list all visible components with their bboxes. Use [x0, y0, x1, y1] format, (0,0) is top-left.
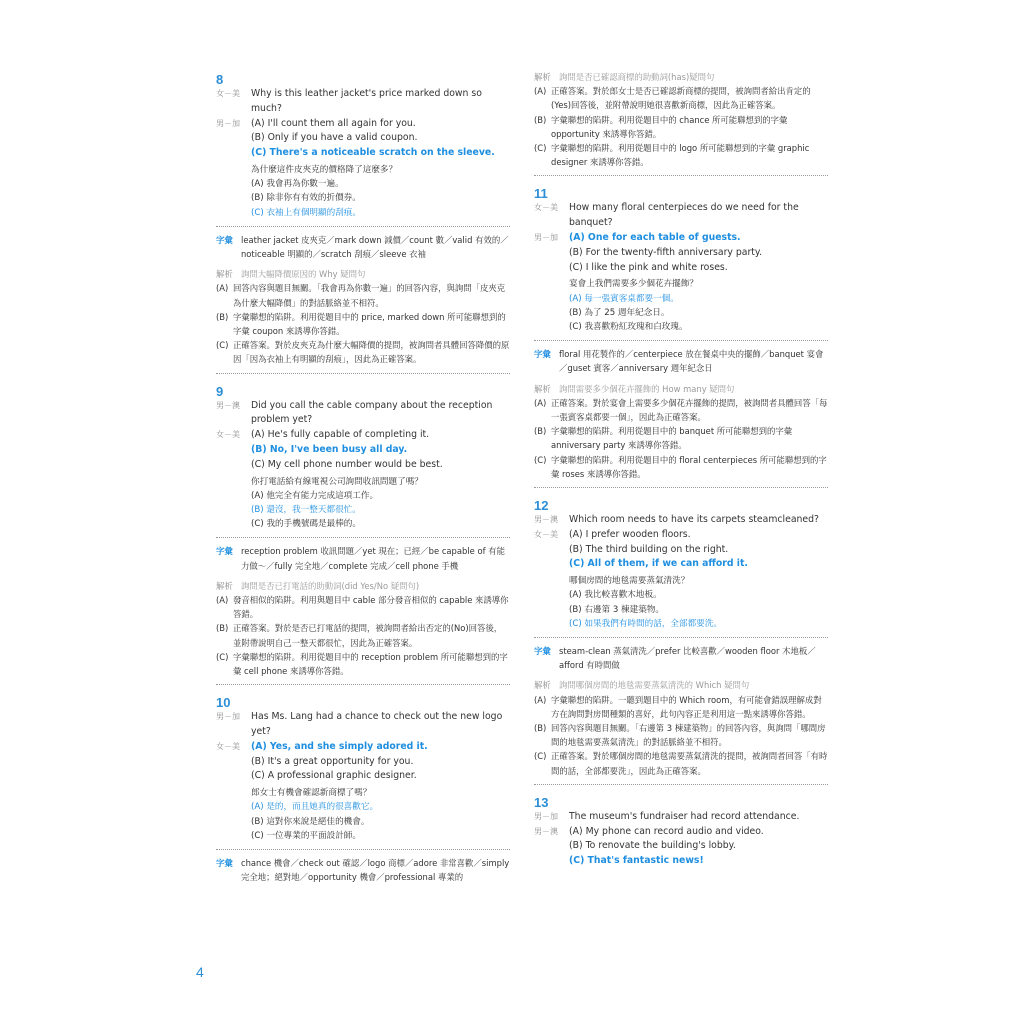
- vocab-text: leather jacket 皮夾克／mark down 減價／count 數／valid 有效的／noticeable 明顯的／scratch 刮痕／sleeve 衣袖: [241, 234, 509, 259]
- divider: [534, 784, 828, 785]
- explanation-label: (B): [534, 114, 547, 125]
- translation-a: (A) 他完全有能力完成這項工作。: [251, 490, 379, 501]
- question-number: 13: [534, 794, 549, 810]
- analysis-label: 解析: [534, 72, 551, 82]
- analysis-hint: 詢問需要多少個花卉擺飾的 How many 疑問句: [559, 383, 735, 394]
- question-11: [534, 186, 828, 488]
- analysis: [216, 267, 510, 281]
- explanation-label: (C): [534, 454, 547, 465]
- explanation-label: (B): [534, 426, 547, 437]
- vocab-label: 字彙: [216, 234, 233, 245]
- page-number: 4: [196, 964, 204, 980]
- explanation-b: [534, 721, 828, 749]
- question-number: 11: [534, 186, 548, 202]
- translation-b: (B) 右邊第 3 棟建築物。: [569, 604, 665, 615]
- option-b: (B) The third building on the right.: [569, 543, 729, 555]
- explanation-text: 字彙聯想的陷阱。利用從題目中的 reception problem 所可能聯想到的字彙 cell phone 來誘導你答錯。: [233, 651, 508, 677]
- option-c: (C) I like the pink and white roses.: [569, 261, 728, 273]
- explanation-text: 字彙聯想的陷阱。利用從題目中的 chance 所可能聯想到的字彙 opportunity 來誘導你答錯。: [551, 114, 788, 139]
- question-number: 8: [216, 72, 224, 87]
- question-9: [216, 384, 510, 686]
- translation-a: (A) 我會再為你數一遍。: [251, 179, 344, 190]
- question-line: [534, 810, 828, 825]
- translation-a-correct: (A) 是的，而且她真的很喜歡它。: [251, 802, 379, 813]
- explanation-text: 字彙聯想的陷阱。利用從題目中的 logo 所可能聯想到的字彙 graphic designer 來誘導你答錯。: [551, 143, 810, 168]
- explanation-text: 回答內容與題目無關。「我會再為你數一遍」的回答內容，與詢問「皮夾克為什麼大幅降價」的對話脈絡並不相符。: [233, 283, 506, 308]
- question-12: [534, 498, 828, 785]
- vocab-text: steam-clean 蒸氣清洗／prefer 比較喜歡／wooden floor 木地板／afford 有時間做: [559, 646, 816, 671]
- speaker-label: 女－美: [216, 430, 240, 440]
- speaker-label: 男－加: [216, 118, 240, 128]
- speaker-label: 女－美: [216, 741, 240, 751]
- vocabulary: [534, 347, 828, 375]
- vocabulary: [216, 544, 510, 572]
- explanation-label: (B): [216, 311, 229, 322]
- analysis-hint: 詢問哪個房間的地毯需要蒸氣清洗的 Which 疑問句: [559, 680, 750, 691]
- vocabulary: [216, 233, 510, 261]
- translation-question: 郎女士有機會確認新商標了嗎？: [251, 788, 372, 799]
- explanation-text: 正確答案。對於是否已打電話的提問，被詢問者給出否定的(No)回答後，並附帶說明自己一整天都很忙，因此為正確答案。: [233, 623, 503, 648]
- explanation-label: (B): [216, 623, 229, 634]
- analysis-label: 解析: [216, 269, 233, 280]
- option-c-correct: (C) There's a noticeable scratch on the sleeve.: [251, 147, 495, 159]
- translation-c: (C) 我的手機號碼是最棒的。: [251, 519, 361, 530]
- explanation-b: [534, 113, 828, 141]
- divider: [216, 684, 510, 685]
- option-a: (A) I prefer wooden floors.: [569, 528, 691, 540]
- analysis: [534, 70, 828, 84]
- option-a: (A) My phone can record audio and video.: [569, 825, 764, 837]
- divider: [534, 340, 828, 341]
- translation-question: 為什麼這件皮夾克的價格降了這麼多？: [251, 164, 398, 175]
- analysis-label: 解析: [534, 383, 551, 394]
- explanation-label: (A): [216, 595, 229, 606]
- explanation-c: [534, 453, 828, 481]
- vocab-label: 字彙: [534, 349, 551, 360]
- translation-c-correct: (C) 如果我們有時間的話，全部都要洗。: [569, 618, 722, 629]
- analysis: [216, 579, 510, 593]
- question-text: Has Ms. Lang had a chance to check out the new logo yet?: [251, 711, 503, 738]
- question-text: Did you call the cable company about the reception problem yet?: [251, 399, 493, 426]
- analysis: [534, 678, 828, 692]
- translation-b: (B) 這對你來說是絕佳的機會。: [251, 816, 370, 827]
- option-a-correct: (A) Yes, and she simply adored it.: [251, 740, 428, 752]
- analysis: [534, 382, 828, 396]
- right-column: [534, 68, 828, 879]
- divider: [534, 487, 828, 488]
- explanation-c: [216, 650, 510, 678]
- vocab-text: floral 用花製作的／centerpiece 放在餐桌中央的擺飾／banquet 宴會／guset 賓客／anniversary 週年紀念日: [559, 349, 824, 374]
- vocab-label: 字彙: [216, 546, 233, 557]
- option-c: (C) A professional graphic designer.: [251, 770, 417, 782]
- option-line: [216, 428, 510, 443]
- explanation-label: (A): [534, 86, 547, 97]
- option-line: [534, 528, 828, 543]
- speaker-label: 女－美: [534, 203, 558, 213]
- option-b: (B) It's a great opportunity for you.: [251, 755, 414, 767]
- divider: [534, 175, 828, 176]
- explanation-text: 正確答案。對於皮夾克為什麼大幅降價的提問，被詢問者具體回答降價的原因「因為衣袖上有明顯的刮痕」，因此為正確答案。: [233, 340, 510, 365]
- translation-question: 宴會上我們需要多少個花卉擺飾？: [569, 279, 698, 290]
- explanation-a: [216, 281, 510, 309]
- question-line: [534, 513, 828, 528]
- option-line: [216, 740, 510, 755]
- explanation-text: 回答內容與題目無關。「右邊第 3 棟建築物」的回答內容，與詢問「哪間房間的地毯需要蒸氣清洗」的對話脈絡並不相符。: [551, 723, 826, 748]
- divider: [534, 637, 828, 638]
- explanation-a: [216, 593, 510, 621]
- speaker-label: 女－美: [534, 529, 558, 539]
- explanation-label: (C): [216, 340, 229, 351]
- question-number: 9: [216, 383, 224, 399]
- left-column: [216, 68, 510, 894]
- explanation-text: 發音相似的陷阱。利用與題目中 cable 部分發音相似的 capable 來誘導你答錯。: [233, 595, 509, 620]
- translation-a: (A) 我比較喜歡木地板。: [569, 590, 662, 601]
- explanation-label: (A): [534, 694, 547, 705]
- option-line: [534, 231, 828, 246]
- explanation-text: 字彙聯想的陷阱。利用從題目中的 banquet 所可能聯想到的字彙 anniversary party 來誘導你答錯。: [551, 426, 793, 451]
- explanation-c: [534, 749, 828, 777]
- option-b: (B) For the twenty-fifth anniversary party.: [569, 246, 763, 258]
- question-10: [216, 695, 510, 884]
- translation-a-correct: (A) 每一張賓客桌都要一個。: [569, 293, 679, 304]
- speaker-label: 男－加: [216, 712, 240, 722]
- analysis-hint: 詢問是否已打電話的助動詞(did Yes/No 疑問句): [241, 580, 420, 591]
- translation-c: (C) 一位專業的平面設計師。: [251, 830, 361, 841]
- explanation-text: 正確答案。對於郎女士是否已確認新商標的提問，被詢問者給出肯定的(Yes)回答後，並附帶說明她很喜歡新商標，因此為正確答案。: [551, 86, 811, 111]
- question-text: How many floral centerpieces do we need for the banquet?: [569, 202, 799, 229]
- question-number: 12: [534, 498, 549, 514]
- vocab-text: chance 機會／check out 確認／logo 商標／adore 非常喜歡／simply 完全地；絕對地／opportunity 機會／professional 專業的: [241, 858, 510, 883]
- divider: [216, 849, 510, 850]
- analysis-label: 解析: [534, 680, 551, 691]
- option-c-correct: (C) That's fantastic news!: [569, 855, 704, 867]
- translation-question: 哪個房間的地毯需要蒸氣清洗？: [569, 576, 690, 587]
- question-text: The museum's fundraiser had record attendance.: [569, 810, 800, 822]
- translation-question: 你打電話給有線電視公司詢問收訊問題了嗎？: [251, 476, 423, 487]
- question-13: [534, 795, 828, 869]
- question-8: [216, 72, 510, 374]
- explanation-label: (B): [534, 723, 547, 734]
- option-a: (A) I'll count them all again for you.: [251, 117, 416, 129]
- speaker-label: 男－澳: [534, 826, 558, 836]
- divider: [216, 226, 510, 227]
- explanation-text: 正確答案。對於哪個房間的地毯需要蒸氣清洗的提問，被詢問者回答「有時間的話，全部都要洗」，因此為正確答案。: [551, 751, 828, 776]
- question-line: [216, 87, 510, 117]
- explanation-text: 正確答案。對於宴會上需要多少個花卉擺飾的提問，被詢問者具體回答「每一張賓客桌都要一個」，因此為正確答案。: [551, 397, 828, 423]
- question-number: 10: [216, 695, 231, 711]
- vocab-text: reception problem 收訊問題／yet 現在；已經／be capable of 有能力做～／fully 完全地／complete 完成／cell phone 手機: [241, 546, 505, 571]
- option-line: [216, 117, 510, 132]
- option-c-correct: (C) All of them, if we can afford it.: [569, 558, 748, 570]
- explanation-a: [534, 396, 828, 424]
- analysis-hint: 詢問是否已確認商標的助動詞(has)疑問句: [559, 72, 715, 82]
- explanation-label: (A): [534, 397, 547, 408]
- explanation-text: 字彙聯想的陷阱。利用從題目中的 price, marked down 所可能聯想到的字彙 coupon 來誘導你答錯。: [233, 311, 506, 337]
- explanation-label: (C): [534, 143, 547, 154]
- option-line: [534, 825, 828, 840]
- option-c: (C) My cell phone number would be best.: [251, 458, 443, 470]
- speaker-label: 男－澳: [216, 400, 240, 410]
- explanation-b: [216, 621, 510, 649]
- explanation-label: (C): [216, 651, 229, 662]
- analysis-label: 解析: [216, 580, 233, 591]
- question-text: Which room needs to have its carpets steamcleaned?: [569, 514, 819, 526]
- translation-b: (B) 除非你有有效的折價券。: [251, 193, 361, 204]
- question-line: [534, 201, 828, 231]
- speaker-label: 女－美: [216, 89, 240, 98]
- explanation-label: (A): [216, 283, 229, 294]
- explanation-b: [534, 424, 828, 452]
- vocabulary: [534, 644, 828, 672]
- option-b: (B) To renovate the building's lobby.: [569, 840, 736, 852]
- explanation-label: (C): [534, 751, 547, 762]
- explanation-b: [216, 310, 510, 338]
- option-a: (A) He's fully capable of completing it.: [251, 429, 430, 441]
- explanation-c: [216, 338, 510, 366]
- question-text: Why is this leather jacket's price marked down so much?: [251, 88, 482, 114]
- speaker-label: 男－加: [534, 811, 558, 821]
- option-b: (B) Only if you have a valid coupon.: [251, 132, 418, 144]
- explanation-a: [534, 693, 828, 721]
- explanation-text: 字彙聯想的陷阱。利用從題目中的 floral centerpieces 所可能聯想到的字彙 roses 來誘導你答錯。: [551, 454, 827, 479]
- translation-b-correct: (B) 還沒，我一整天都很忙。: [251, 505, 361, 516]
- translation-b: (B) 為了 25 週年紀念日。: [569, 307, 670, 318]
- question-10-continued: [534, 70, 828, 176]
- vocab-label: 字彙: [534, 646, 551, 657]
- option-a-correct: (A) One for each table of guests.: [569, 232, 741, 244]
- translation-c: (C) 我喜歡粉紅玫瑰和白玫瑰。: [569, 322, 688, 333]
- option-b-correct: (B) No, I've been busy all day.: [251, 444, 408, 456]
- vocab-label: 字彙: [216, 858, 233, 869]
- vocabulary: [216, 856, 510, 884]
- speaker-label: 男－澳: [534, 515, 558, 525]
- explanation-text: 字彙聯想的陷阱。一聽到題目中的 Which room，有可能會錯誤理解成對方在詢問對房間種類的喜好，此句內容正是利用這一點來誘導你答錯。: [551, 694, 822, 719]
- divider: [216, 537, 510, 538]
- speaker-label: 男－加: [534, 233, 558, 243]
- explanation-a: [534, 84, 828, 112]
- explanation-c: [534, 141, 828, 169]
- translation-c-correct: (C) 衣袖上有個明顯的刮痕。: [251, 207, 361, 218]
- divider: [216, 373, 510, 374]
- analysis-hint: 詢問大幅降價原因的 Why 疑問句: [241, 269, 366, 280]
- question-line: [216, 710, 510, 740]
- question-line: [216, 399, 510, 429]
